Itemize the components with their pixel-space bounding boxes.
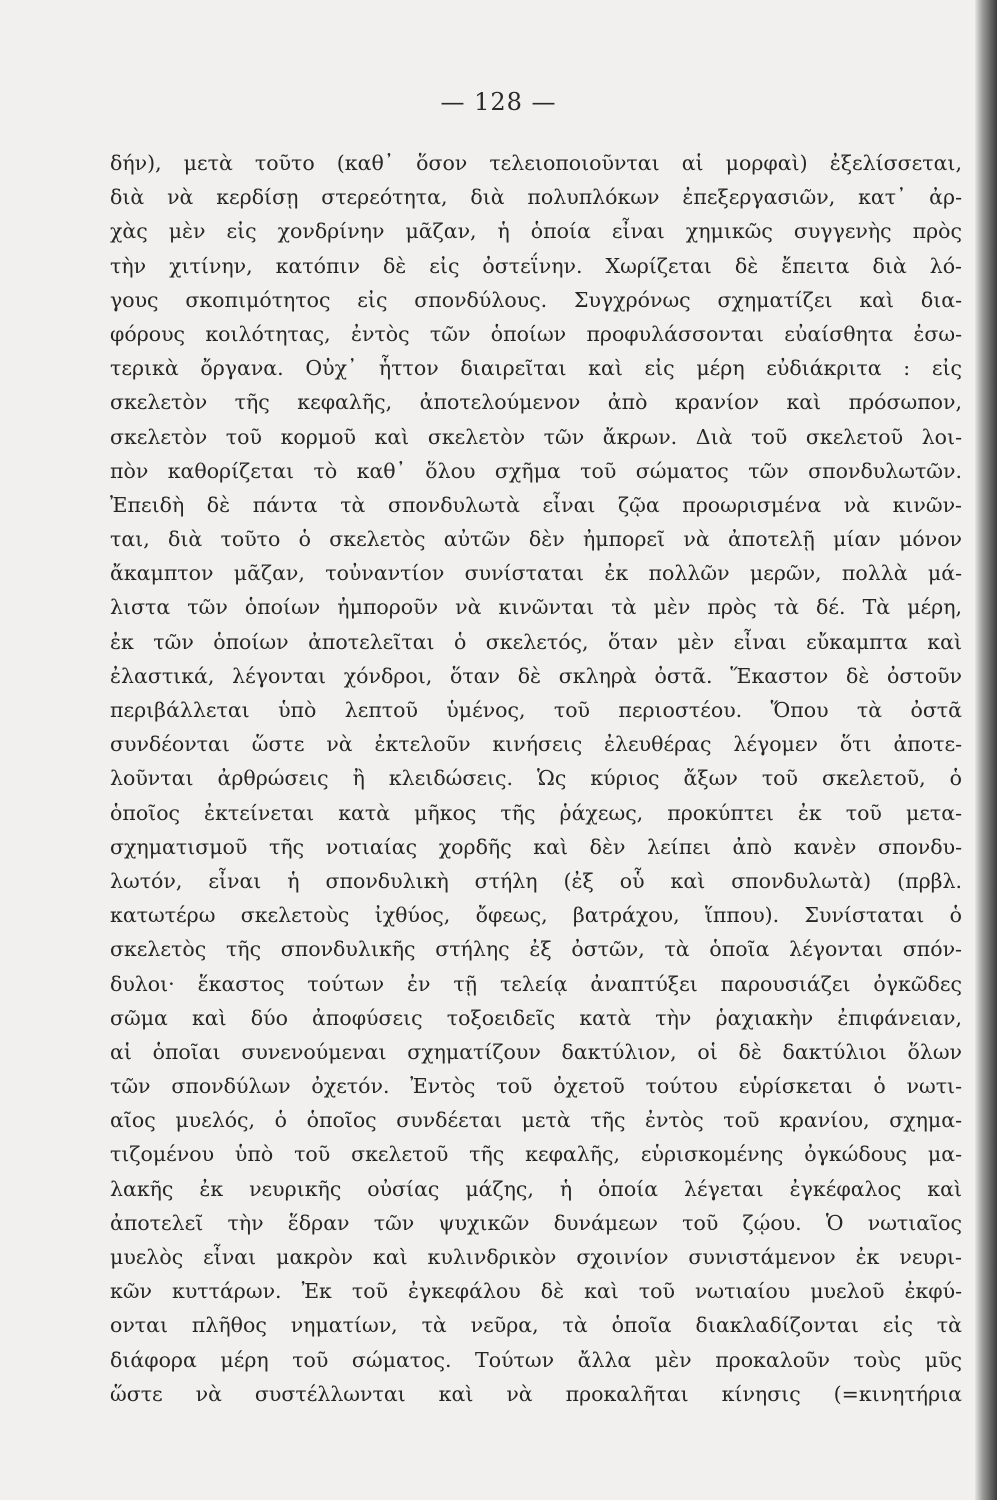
text-line: ὥστε νὰ συστέλλωνται καὶ νὰ προκαλῆται κίνησις (=κινητήρια bbox=[110, 1381, 962, 1406]
text-line: αῖος μυελός, ὁ ὁποῖος συνδέεται μετὰ τῆς ἐντὸς τοῦ κρανίου, σχημα- bbox=[110, 1108, 962, 1133]
text-line: συνδέονται ὥστε νὰ ἐκτελοῦν κινήσεις ἐλευθέρας λέγομεν ὅτι ἀποτε- bbox=[110, 732, 962, 757]
text-line: σῶμα καὶ δύο ἀποφύσεις τοξοειδεῖς κατὰ τὴν ῥαχιακὴν ἐπιφάνειαν, bbox=[110, 1005, 962, 1030]
text-line: χὰς μὲν εἰς χονδρίνην μᾶζαν, ἡ ὁποία εἶναι χημικῶς συγγενὴς πρὸς bbox=[110, 219, 962, 244]
text-line: Ἐπειδὴ δὲ πάντα τὰ σπονδυλωτὰ εἶναι ζῷα προωρισμένα νὰ κινῶν- bbox=[110, 492, 962, 517]
text-line: τιζομένου ὑπὸ τοῦ σκελετοῦ τῆς κεφαλῆς, εὑρισκομένης ὀγκώδους μα- bbox=[110, 1142, 962, 1167]
text-line: αἱ ὁποῖαι συνενούμεναι σχηματίζουν δακτύλιον, οἱ δὲ δακτύλιοι ὅλων bbox=[110, 1039, 962, 1064]
text-line: ἐκ τῶν ὁποίων ἀποτελεῖται ὁ σκελετός, ὅταν μὲν εἶναι εὔκαμπτα καὶ bbox=[110, 629, 962, 654]
text-line: λακῆς ἐκ νευρικῆς οὐσίας μάζης, ἡ ὁποία λέγεται ἐγκέφαλος καὶ bbox=[110, 1176, 962, 1201]
text-line: πὸν καθορίζεται τὸ καθ᾽ ὅλου σχῆμα τοῦ σώματος τῶν σπονδυλωτῶν. bbox=[110, 458, 962, 483]
text-line: ὁποῖος ἐκτείνεται κατὰ μῆκος τῆς ῥάχεως, προκύπτει ἐκ τοῦ μετα- bbox=[110, 800, 962, 825]
text-line: ἀποτελεῖ τὴν ἕδραν τῶν ψυχικῶν δυνάμεων τοῦ ζῴου. Ὁ νωτιαῖος bbox=[110, 1210, 962, 1235]
text-line: λοῦνται ἀρθρώσεις ἢ κλειδώσεις. Ὡς κύριος ἄξων τοῦ σκελετοῦ, ὁ bbox=[110, 766, 962, 791]
text-line: μυελὸς εἶναι μακρὸν καὶ κυλινδρικὸν σχοινίον συνιστάμενον ἐκ νευρι- bbox=[110, 1245, 962, 1269]
text-line: διάφορα μέρη τοῦ σώματος. Τούτων ἄλλα μὲν προκαλοῦν τοὺς μῦς bbox=[110, 1347, 962, 1372]
text-line: λιστα τῶν ὁποίων ἠμποροῦν νὰ κινῶνται τὰ μὲν πρὸς τὰ δέ. Τὰ μέρη, bbox=[110, 595, 962, 620]
text-line: τὴν χιτίνην, κατόπιν δὲ εἰς ὀστεΐνην. Χωρίζεται δὲ ἔπειτα διὰ λό- bbox=[110, 253, 962, 278]
text-line: διὰ νὰ κερδίσῃ στερεότητα, διὰ πολυπλόκων ἐπεξεργασιῶν, κατ᾽ ἀρ- bbox=[110, 185, 962, 210]
text-line: τῶν σπονδύλων ὀχετόν. Ἐντὸς τοῦ ὀχετοῦ τούτου εὑρίσκεται ὁ νωτι- bbox=[110, 1074, 962, 1099]
text-line: σκελετὸν τοῦ κορμοῦ καὶ σκελετὸν τῶν ἄκρων. Διὰ τοῦ σκελετοῦ λοι- bbox=[110, 424, 962, 449]
text-line: ται, διὰ τοῦτο ὁ σκελετὸς αὐτῶν δὲν ἠμπορεῖ νὰ ἀποτελῇ μίαν μόνον bbox=[110, 527, 962, 552]
text-line: ἄκαμπτον μᾶζαν, τοὐναντίον συνίσταται ἐκ πολλῶν μερῶν, πολλὰ μά- bbox=[110, 561, 962, 586]
text-line: φόρους κοιλότητας, ἐντὸς τῶν ὁποίων προφυλάσσονται εὐαίσθητα ἐσω- bbox=[110, 321, 962, 346]
text-line: δυλοι· ἕκαστος τούτων ἐν τῇ τελείᾳ ἀναπτύξει παρουσιάζει ὀγκῶδες bbox=[110, 971, 962, 996]
body-text bbox=[110, 146, 962, 1411]
text-line: δήν), μετὰ τοῦτο (καθ᾽ ὅσον τελειοποιοῦνται αἱ μορφαὶ) ἐξελίσσεται, bbox=[110, 151, 962, 175]
text-line: τερικὰ ὄργανα. Οὐχ᾽ ἧττον διαιρεῖται καὶ εἰς μέρη εὐδιάκριτα : εἰς bbox=[110, 356, 962, 381]
text-line: λωτόν, εἶναι ἡ σπονδυλικὴ στήλη (ἐξ οὗ καὶ σπονδυλωτὰ) (πρβλ. bbox=[110, 868, 962, 893]
text-line: περιβάλλεται ὑπὸ λεπτοῦ ὑμένος, τοῦ περιοστέου. Ὅπου τὰ ὀστᾶ bbox=[110, 698, 962, 722]
text-line: κατωτέρω σκελετοὺς ἰχθύος, ὄφεως, βατράχου, ἵππου). Συνίσταται ὁ bbox=[110, 903, 962, 928]
text-line: ονται πλῆθος νηματίων, τὰ νεῦρα, τὰ ὁποῖα διακλαδίζονται εἰς τὰ bbox=[110, 1313, 962, 1338]
text-line: γους σκοπιμότητος εἰς σπονδύλους. Συγχρόνως σχηματίζει καὶ δια- bbox=[110, 287, 962, 312]
text-line: σκελετὸν τῆς κεφαλῆς, ἀποτελούμενον ἀπὸ κρανίον καὶ πρόσωπον, bbox=[110, 390, 962, 415]
text-line: ἐλαστικά, λέγονται χόνδροι, ὅταν δὲ σκληρὰ ὀστᾶ. Ἕκαστον δὲ ὀστοῦν bbox=[110, 663, 962, 688]
text-line: σκελετὸς τῆς σπονδυλικῆς στήλης ἐξ ὀστῶν, τὰ ὁποῖα λέγονται σπόν- bbox=[110, 937, 962, 962]
page-binding-edge bbox=[975, 0, 997, 1500]
page-number: — 128 — bbox=[440, 88, 557, 116]
text-line: σχηματισμοῦ τῆς νοτιαίας χορδῆς καὶ δὲν λείπει ἀπὸ κανὲν σπονδυ- bbox=[110, 834, 962, 859]
text-line: κῶν κυττάρων. Ἐκ τοῦ ἐγκεφάλου δὲ καὶ τοῦ νωτιαίου μυελοῦ ἐκφύ- bbox=[110, 1279, 962, 1304]
